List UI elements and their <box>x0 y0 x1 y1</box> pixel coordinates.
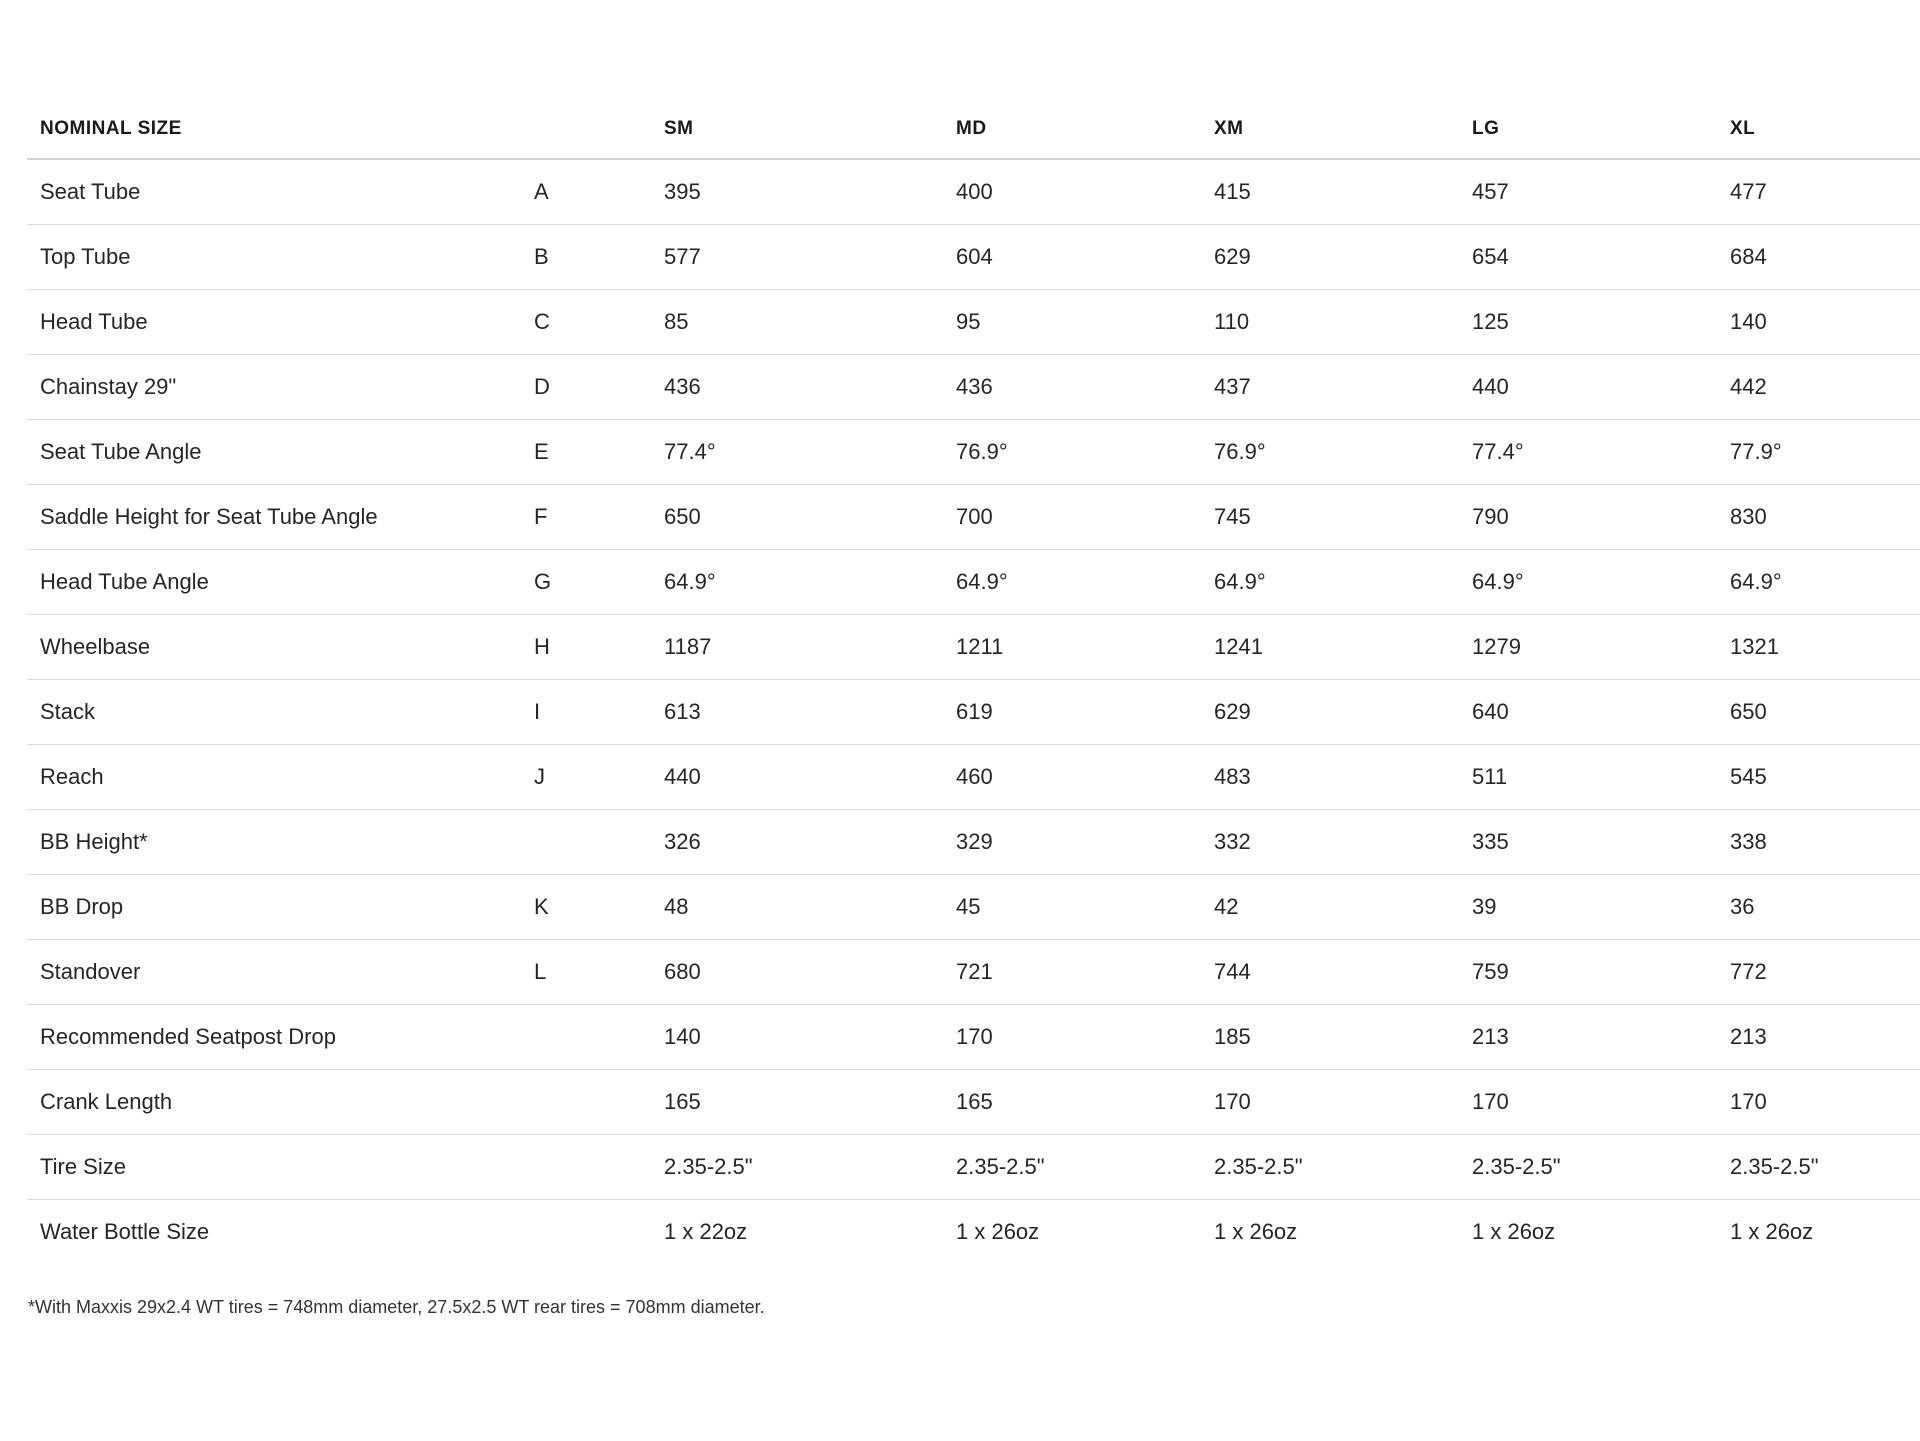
cell-xm: 332 <box>1201 810 1459 875</box>
cell-xl: 170 <box>1717 1070 1920 1135</box>
cell-md: 460 <box>943 745 1201 810</box>
cell-xm: 2.35-2.5" <box>1201 1135 1459 1200</box>
row-label: Wheelbase <box>27 615 521 680</box>
row-label: Top Tube <box>27 225 521 290</box>
cell-xm: 185 <box>1201 1005 1459 1070</box>
cell-xl: 477 <box>1717 159 1920 225</box>
cell-sm: 680 <box>651 940 943 1005</box>
cell-xl: 2.35-2.5" <box>1717 1135 1920 1200</box>
cell-lg: 77.4° <box>1459 420 1717 485</box>
cell-xl: 338 <box>1717 810 1920 875</box>
header-size-xm: XM <box>1201 100 1459 159</box>
footnote: *With Maxxis 29x2.4 WT tires = 748mm diameter, 27.5x2.5 WT rear tires = 708mm diameter. <box>28 1297 765 1317</box>
table-row <box>27 1135 1920 1200</box>
row-label: Standover <box>27 940 521 1005</box>
table-header-row <box>27 100 1920 159</box>
row-letter <box>521 1005 651 1070</box>
cell-sm: 436 <box>651 355 943 420</box>
table-row <box>27 485 1920 550</box>
cell-sm: 64.9° <box>651 550 943 615</box>
cell-md: 1211 <box>943 615 1201 680</box>
header-nominal-size: NOMINAL SIZE <box>27 100 521 159</box>
cell-sm: 140 <box>651 1005 943 1070</box>
table-row <box>27 290 1920 355</box>
cell-lg: 170 <box>1459 1070 1717 1135</box>
row-letter: C <box>521 290 651 355</box>
table-row <box>27 355 1920 420</box>
geometry-table-container <box>27 100 1920 1264</box>
cell-lg: 1279 <box>1459 615 1717 680</box>
cell-md: 64.9° <box>943 550 1201 615</box>
cell-xm: 415 <box>1201 159 1459 225</box>
cell-md: 95 <box>943 290 1201 355</box>
cell-sm: 395 <box>651 159 943 225</box>
table-row <box>27 745 1920 810</box>
table-row <box>27 680 1920 745</box>
row-label: Chainstay 29" <box>27 355 521 420</box>
table-row <box>27 159 1920 225</box>
cell-lg: 64.9° <box>1459 550 1717 615</box>
cell-md: 436 <box>943 355 1201 420</box>
table-row <box>27 940 1920 1005</box>
cell-md: 700 <box>943 485 1201 550</box>
cell-xm: 1241 <box>1201 615 1459 680</box>
cell-xm: 744 <box>1201 940 1459 1005</box>
cell-md: 170 <box>943 1005 1201 1070</box>
cell-md: 604 <box>943 225 1201 290</box>
row-label: Crank Length <box>27 1070 521 1135</box>
cell-lg: 335 <box>1459 810 1717 875</box>
cell-sm: 165 <box>651 1070 943 1135</box>
cell-xl: 64.9° <box>1717 550 1920 615</box>
header-size-md: MD <box>943 100 1201 159</box>
cell-sm: 613 <box>651 680 943 745</box>
cell-lg: 654 <box>1459 225 1717 290</box>
cell-lg: 457 <box>1459 159 1717 225</box>
table-row <box>27 1200 1920 1265</box>
row-letter: J <box>521 745 651 810</box>
cell-md: 165 <box>943 1070 1201 1135</box>
row-label: BB Height* <box>27 810 521 875</box>
cell-sm: 85 <box>651 290 943 355</box>
cell-xm: 110 <box>1201 290 1459 355</box>
row-letter: E <box>521 420 651 485</box>
cell-xm: 437 <box>1201 355 1459 420</box>
row-label: Seat Tube Angle <box>27 420 521 485</box>
cell-xl: 830 <box>1717 485 1920 550</box>
row-label: Reach <box>27 745 521 810</box>
header-size-xl: XL <box>1717 100 1920 159</box>
row-letter <box>521 1135 651 1200</box>
cell-lg: 511 <box>1459 745 1717 810</box>
cell-xl: 442 <box>1717 355 1920 420</box>
row-label: Stack <box>27 680 521 745</box>
cell-xl: 36 <box>1717 875 1920 940</box>
cell-sm: 2.35-2.5" <box>651 1135 943 1200</box>
cell-xl: 213 <box>1717 1005 1920 1070</box>
cell-sm: 77.4° <box>651 420 943 485</box>
cell-xl: 650 <box>1717 680 1920 745</box>
cell-lg: 640 <box>1459 680 1717 745</box>
cell-sm: 577 <box>651 225 943 290</box>
cell-xm: 76.9° <box>1201 420 1459 485</box>
row-label: BB Drop <box>27 875 521 940</box>
row-label: Seat Tube <box>27 159 521 225</box>
table-row <box>27 550 1920 615</box>
row-letter <box>521 1070 651 1135</box>
cell-md: 400 <box>943 159 1201 225</box>
cell-xl: 77.9° <box>1717 420 1920 485</box>
cell-md: 1 x 26oz <box>956 1219 1040 1244</box>
row-label: Water Bottle Size <box>40 1219 210 1244</box>
row-letter: H <box>521 615 651 680</box>
cell-md: 721 <box>943 940 1201 1005</box>
cell-lg: 790 <box>1459 485 1717 550</box>
cell-sm: 1 x 22oz <box>664 1219 748 1244</box>
row-label: Head Tube <box>27 290 521 355</box>
cell-xl: 545 <box>1717 745 1920 810</box>
cell-md: 76.9° <box>943 420 1201 485</box>
cell-xm: 170 <box>1201 1070 1459 1135</box>
cell-xm: 629 <box>1201 225 1459 290</box>
row-label: Tire Size <box>27 1135 521 1200</box>
cell-md: 2.35-2.5" <box>943 1135 1201 1200</box>
cell-xl: 1 x 26oz <box>1730 1219 1814 1244</box>
row-letter: F <box>521 485 651 550</box>
row-letter: B <box>521 225 651 290</box>
cell-xl: 140 <box>1717 290 1920 355</box>
cell-sm: 650 <box>651 485 943 550</box>
table-row <box>27 420 1920 485</box>
cell-sm: 48 <box>651 875 943 940</box>
table-row <box>27 615 1920 680</box>
row-letter <box>521 1200 651 1265</box>
row-label: Saddle Height for Seat Tube Angle <box>27 485 521 550</box>
table-row <box>27 1005 1920 1070</box>
row-letter: D <box>521 355 651 420</box>
header-size-sm: SM <box>651 100 943 159</box>
row-letter: I <box>521 680 651 745</box>
cell-lg: 39 <box>1459 875 1717 940</box>
cell-lg: 125 <box>1459 290 1717 355</box>
row-label: Recommended Seatpost Drop <box>27 1005 521 1070</box>
row-letter: K <box>521 875 651 940</box>
cell-sm: 326 <box>651 810 943 875</box>
geometry-table <box>27 100 1920 1264</box>
row-letter: A <box>521 159 651 225</box>
cell-md: 619 <box>943 680 1201 745</box>
cell-sm: 1187 <box>651 615 943 680</box>
cell-sm: 440 <box>651 745 943 810</box>
row-letter: L <box>521 940 651 1005</box>
cell-xm: 1 x 26oz <box>1214 1219 1298 1244</box>
cell-xm: 483 <box>1201 745 1459 810</box>
cell-xl: 1321 <box>1717 615 1920 680</box>
table-row <box>27 1070 1920 1135</box>
cell-xm: 629 <box>1201 680 1459 745</box>
cell-xl: 772 <box>1717 940 1920 1005</box>
cell-xm: 745 <box>1201 485 1459 550</box>
row-label: Head Tube Angle <box>27 550 521 615</box>
row-letter: G <box>521 550 651 615</box>
row-letter <box>521 810 651 875</box>
header-letter <box>521 100 651 159</box>
table-row <box>27 225 1920 290</box>
header-size-lg: LG <box>1459 100 1717 159</box>
table-row <box>27 810 1920 875</box>
cell-lg: 213 <box>1459 1005 1717 1070</box>
cell-lg: 440 <box>1459 355 1717 420</box>
cell-lg: 1 x 26oz <box>1472 1219 1556 1244</box>
cell-md: 45 <box>943 875 1201 940</box>
table-row <box>27 875 1920 940</box>
cell-xl: 684 <box>1717 225 1920 290</box>
cell-lg: 2.35-2.5" <box>1459 1135 1717 1200</box>
cell-xm: 42 <box>1201 875 1459 940</box>
cell-md: 329 <box>943 810 1201 875</box>
cell-xm: 64.9° <box>1201 550 1459 615</box>
cell-lg: 759 <box>1459 940 1717 1005</box>
